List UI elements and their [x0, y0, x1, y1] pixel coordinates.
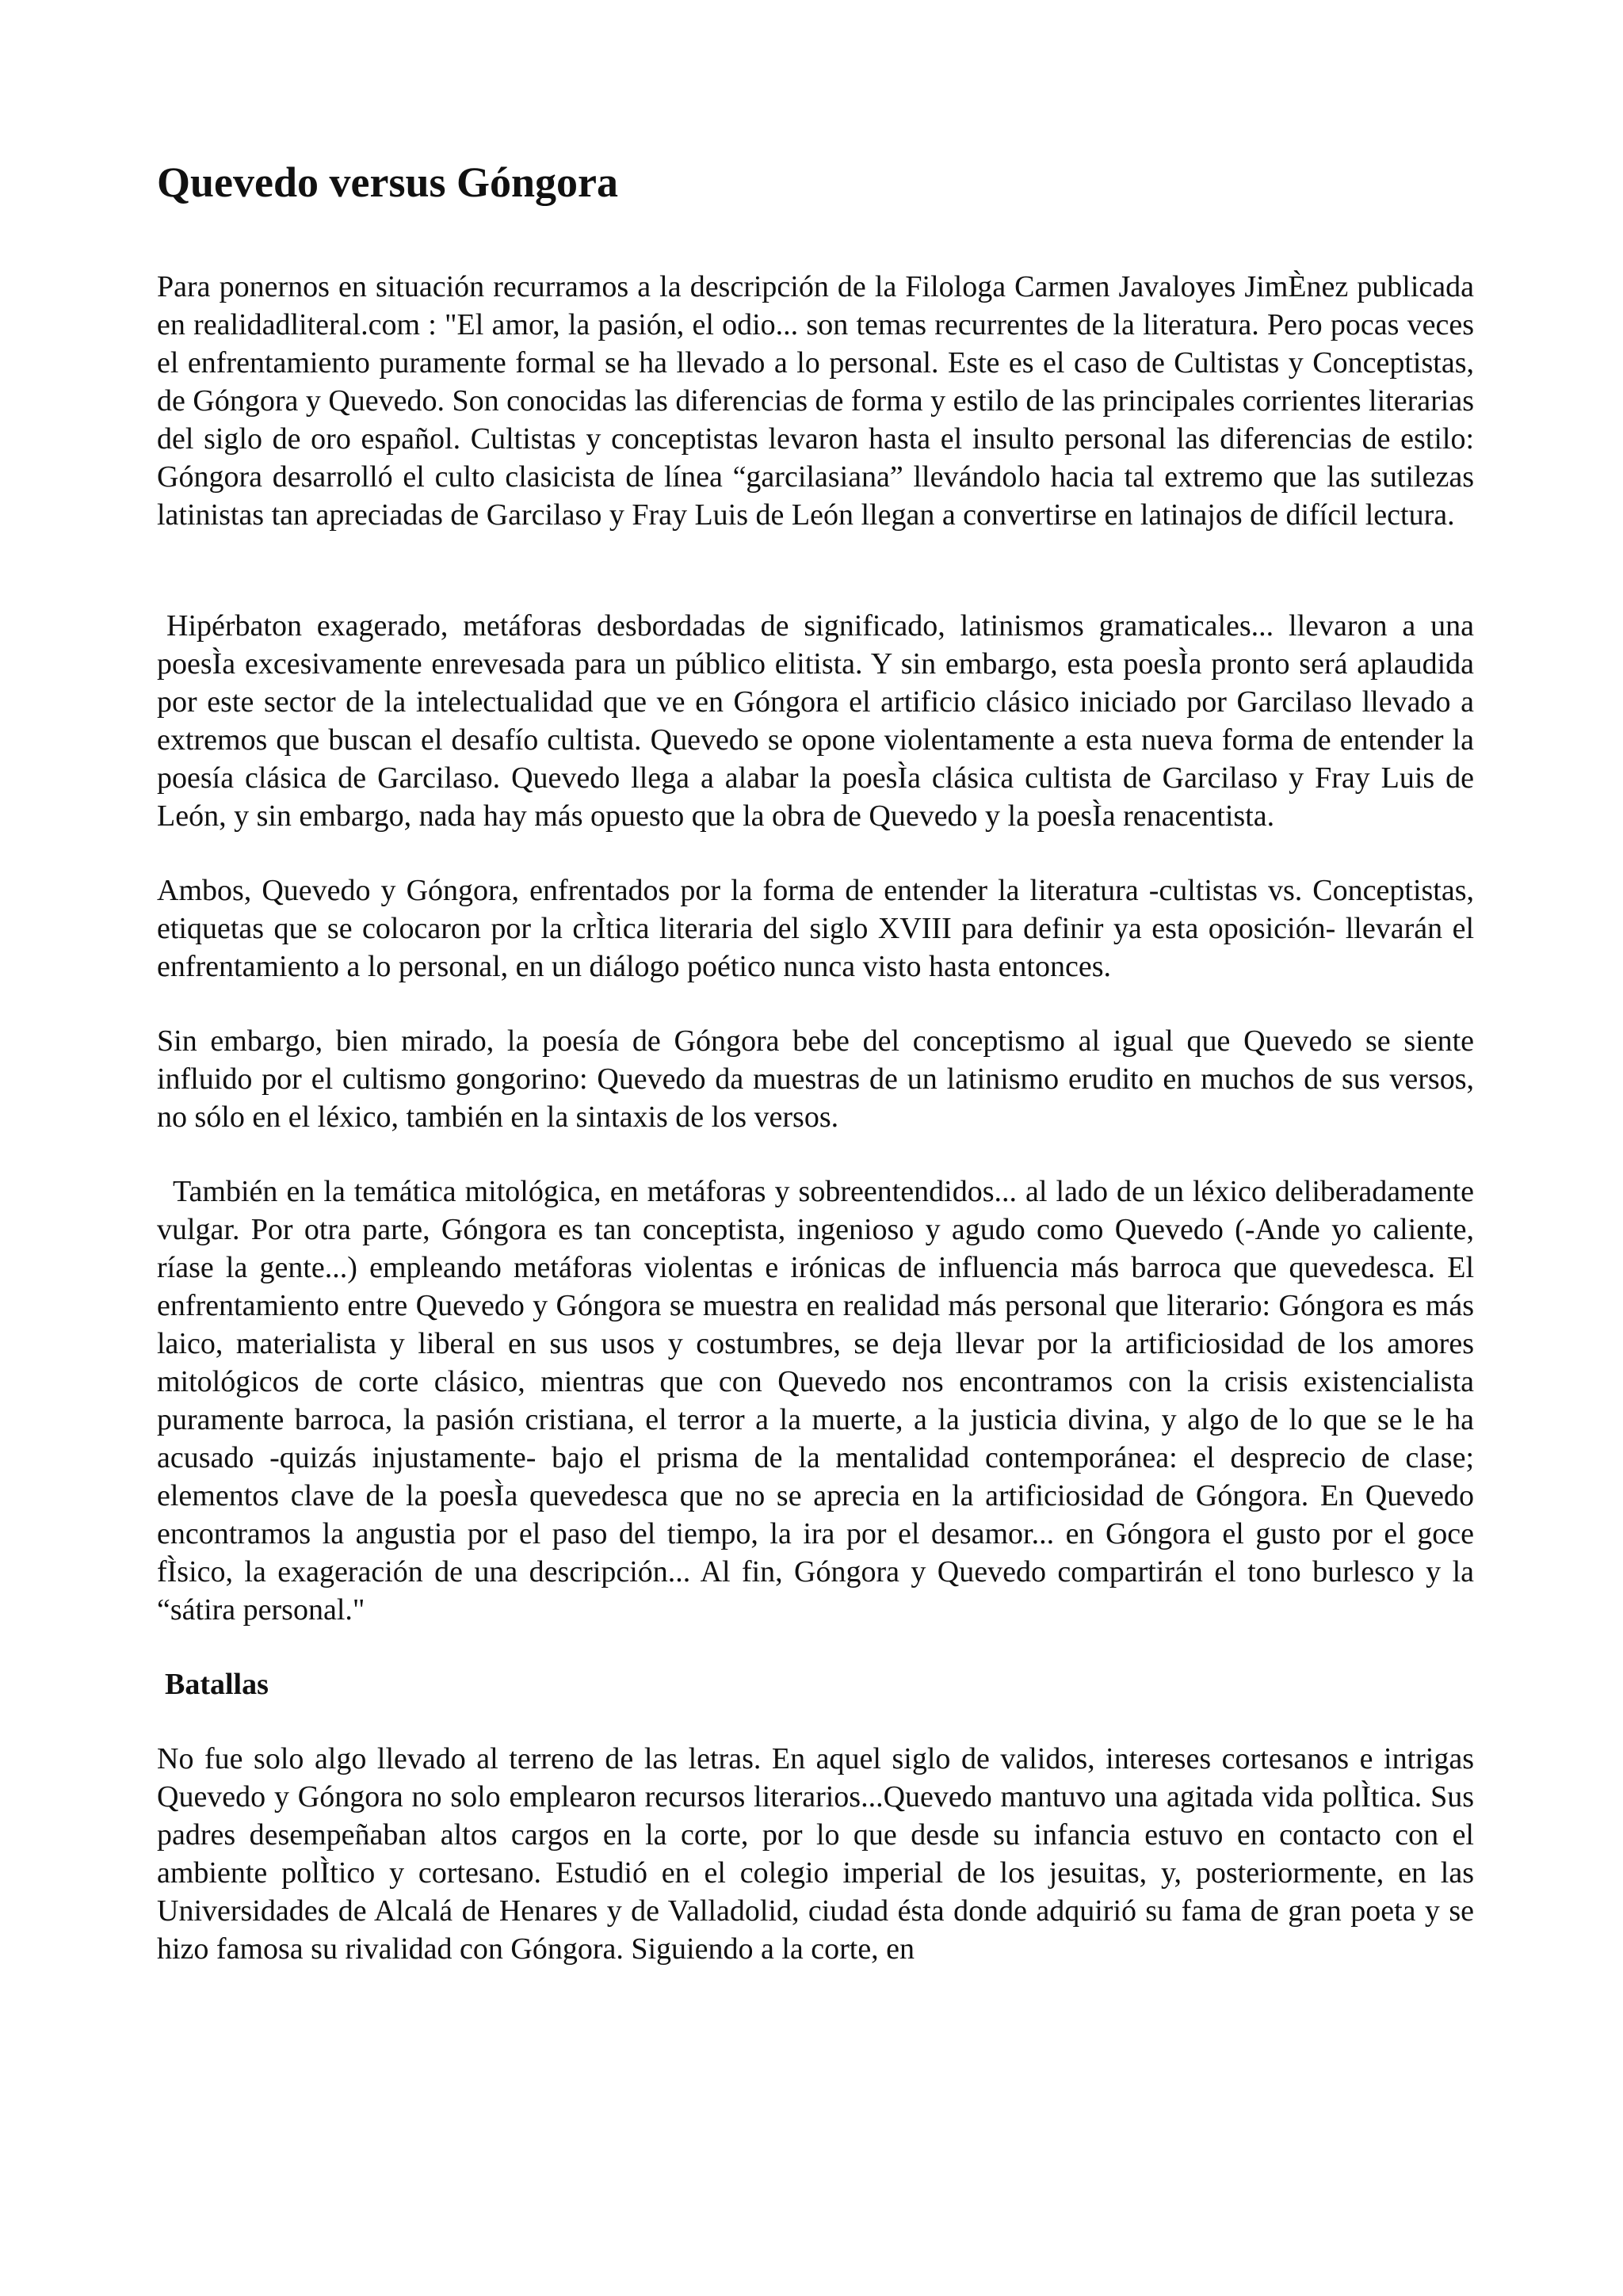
- paragraph-sin-embargo: Sin embargo, bien mirado, la poesía de Góngora bebe del conceptismo al igual que Quevedo se siente influido por el cultismo gongorino: Quevedo da muestras de un latinismo erudito en muchos de sus versos, no sólo en el léxico, también en la sintaxis de los versos.: [157, 1024, 1474, 1134]
- document-body: [157, 151, 1474, 1968]
- paragraph-ambos: Ambos, Quevedo y Góngora, enfrentados por la forma de entender la literatura -cultistas vs. Conceptistas, etiquetas que se colocaron por la crÌtica literaria del siglo XVIII para definir ya esta oposición- llevarán el enfrentamiento a lo personal, en un diálogo poético nunca visto hasta entonces.: [157, 874, 1474, 983]
- paragraph-tambien: También en la temática mitológica, en metáforas y sobreentendidos... al lado de un léxico deliberadamente vulgar. Por otra parte, Góngora es tan conceptista, ingenioso y agudo como Quevedo (-Ande yo caliente, ríase la gente...) empleando metáforas violentas e irónicas de influencia más barroca que quevedesca. El enfrentamiento entre Quevedo y Góngora se muestra en realidad más personal que literario: Góngora es más laico, materialista y liberal en sus usos y costumbres, se deja llevar por la artificiosidad de los amores mitológicos de corte clásico, mientras que con Quevedo nos encontramos con la crisis existencialista puramente barroca, la pasión cristiana, el terror a la muerte, a la justicia divina, y algo de lo que se le ha acusado -quizás injustamente- bajo el prisma de la mentalidad contemporánea: el desprecio de clase; elementos clave de la poesÌa quevedesca que no se aprecia en la artificiosidad de Góngora. En Quevedo encontramos la angustia por el paso del tiempo, la ira por el desamor... en Góngora el gusto por el goce fÌsico, la exageración de una descripción... Al fin, Góngora y Quevedo compartirán el tono burlesco y la “sátira personal.": [157, 1175, 1474, 1627]
- section-heading-batallas: Batallas: [165, 1668, 269, 1701]
- paragraph-hiperbaton: Hipérbaton exagerado, metáforas desbordadas de significado, latinismos gramaticales... llevaron a una poesÌa excesivamente enrevesada para un público elitista. Y sin embargo, esta poesÌa pronto será aplaudida por este sector de la intelectualidad que ve en Góngora el artificio clásico iniciado por Garcilaso llevado a extremos que buscan el desafío cultista. Quevedo se opone violentamente a esta nueva forma de entender la poesía clásica de Garcilaso. Quevedo llega a alabar la poesÌa clásica cultista de Garcilaso y Fray Luis de León, y sin embargo, nada hay más opuesto que la obra de Quevedo y la poesÌa renacentista.: [157, 609, 1474, 833]
- document-title: Quevedo versus Góngora: [157, 158, 619, 206]
- paragraph-intro: Para ponernos en situación recurramos a la descripción de la Filologa Carmen Javaloyes JimÈnez publicada en realidadliteral.com : "El amor, la pasión, el odio... son temas recurrentes de la literatura. Pero pocas veces el enfrentamiento puramente formal se ha llevado a lo personal. Este es el caso de Cultistas y Conceptistas, de Góngora y Quevedo. Son conocidas las diferencias de forma y estilo de las principales corrientes literarias del siglo de oro español. Cultistas y conceptistas levaron hasta el insulto personal las diferencias de estilo: Góngora desarrolló el culto clasicista de línea “garcilasiana” llevándolo hacia tal extremo que las sutilezas latinistas tan apreciadas de Garcilaso y Fray Luis de León llegan a convertirse en latinajos de difícil lectura.: [157, 270, 1474, 532]
- paragraph-batallas: No fue solo algo llevado al terreno de las letras. En aquel siglo de validos, intereses cortesanos e intrigas Quevedo y Góngora no solo emplearon recursos literarios...Quevedo mantuvo una agitada vida polÌtica. Sus padres desempeñaban altos cargos en la corte, por lo que desde su infancia estuvo en contacto con el ambiente polÌtico y cortesano. Estudió en el colegio imperial de los jesuitas, y, posteriormente, en las Universidades de Alcalá de Henares y de Valladolid, ciudad ésta donde adquirió su fama de gran poeta y se hizo famosa su rivalidad con Góngora. Siguiendo a la corte, en: [157, 1742, 1474, 1966]
